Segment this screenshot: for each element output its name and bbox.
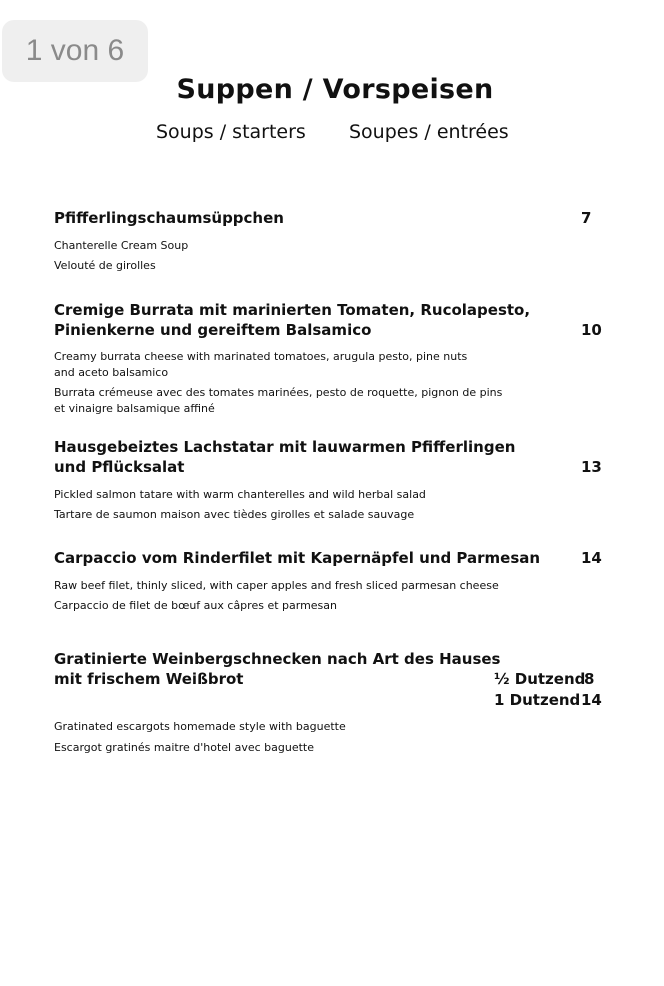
portion-label-half: ½ Dutzend xyxy=(494,670,586,688)
item-desc-fr: Burrata crémeuse avec des tomates marinées, pesto de roquette, pignon de pins xyxy=(54,386,503,399)
item-title: Hausgebeiztes Lachstatar mit lauwarmen Pfifferlingen xyxy=(54,438,516,456)
item-price: 7 xyxy=(581,209,592,227)
item-desc-en: Chanterelle Cream Soup xyxy=(54,239,189,252)
section-subtitle-fr: Soupes / entrées xyxy=(349,121,509,143)
item-desc-en: Creamy burrata cheese with marinated tomatoes, arugula pesto, pine nuts xyxy=(54,350,468,363)
item-title: Carpaccio vom Rinderfilet mit Kapernäpfel und Parmesan xyxy=(54,549,541,567)
item-title: Gratinierte Weinbergschnecken nach Art des Hauses xyxy=(54,650,501,668)
item-price: 10 xyxy=(581,321,602,339)
item-desc-fr: Carpaccio de filet de bœuf aux câpres et parmesan xyxy=(54,599,337,612)
menu-section-title: Suppen / Vorspeisen xyxy=(176,74,494,105)
item-price: 13 xyxy=(581,458,602,476)
item-desc-en: Pickled salmon tatare with warm chanterelles and wild herbal salad xyxy=(54,488,426,501)
item-title-line2: und Pflücksalat xyxy=(54,458,185,476)
page-indicator-badge: 1 von 6 xyxy=(2,20,148,82)
item-desc-en: Raw beef filet, thinly sliced, with caper apples and fresh sliced parmesan cheese xyxy=(54,579,499,592)
item-desc-en-line2: and aceto balsamico xyxy=(54,366,169,379)
item-desc-en: Gratinated escargots homemade style with baguette xyxy=(54,720,346,733)
item-title: Cremige Burrata mit marinierten Tomaten, Rucolapesto, xyxy=(54,301,531,319)
item-desc-fr: Tartare de saumon maison avec tièdes girolles et salade sauvage xyxy=(54,508,415,521)
section-subtitle-en: Soups / starters xyxy=(156,121,306,143)
portion-label-full: 1 Dutzend xyxy=(494,691,581,709)
item-desc-fr: Escargot gratinés maitre d'hotel avec baguette xyxy=(54,741,315,754)
item-desc-fr-line2: et vinaigre balsamique affiné xyxy=(54,402,215,415)
portion-price-full: 14 xyxy=(581,691,602,709)
item-title-line2: mit frischem Weißbrot xyxy=(54,670,244,688)
item-desc-fr: Velouté de girolles xyxy=(54,259,156,272)
portion-price-half: 8 xyxy=(584,670,595,688)
item-title: Pfifferlingschaumsüppchen xyxy=(54,209,284,227)
item-price: 14 xyxy=(581,549,602,567)
item-title-line2: Pinienkerne und gereiftem Balsamico xyxy=(54,321,372,339)
